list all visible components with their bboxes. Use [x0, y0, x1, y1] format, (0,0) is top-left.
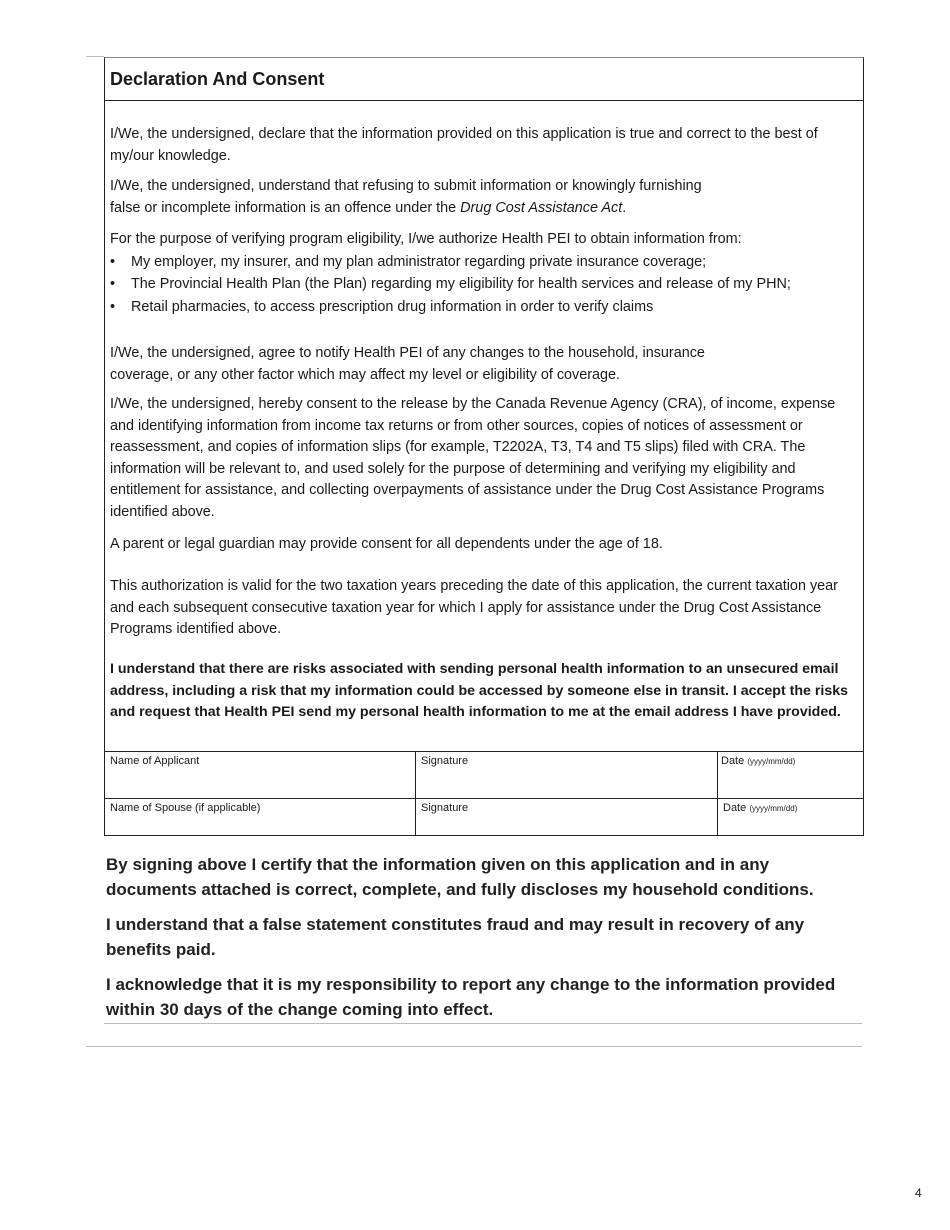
footer-rule	[86, 1046, 862, 1047]
applicant-name-label: Name of Applicant	[110, 755, 200, 767]
offence-end: .	[622, 199, 627, 216]
applicant-name-field[interactable]	[105, 752, 416, 798]
offence-text: I/We, the undersigned, understand that refusing to submit information or knowingly furnishing false or incomplete information is an offence under the	[110, 178, 702, 216]
page-number: 4	[915, 1186, 922, 1200]
guardian-paragraph: A parent or legal guardian may provide consent for all dependents under the age of 18.	[110, 536, 663, 552]
declaration-paragraph: I/We, the undersigned, declare that the information provided on this application is true and correct to the best of my/our knowledge.	[110, 126, 818, 164]
notify-paragraph: I/We, the undersigned, agree to notify Health PEI of any changes to the household, insurance coverage, or any other factor which may affect my level or eligibility of coverage.	[110, 345, 705, 383]
cra-consent-paragraph: I/We, the undersigned, hereby consent to the release by the Canada Revenue Agency (CRA), of income, expense and identifying information from income tax returns or from other sources, copies of notices of assessment or reassessment, and copies of information slips (for example, T2202A, T3, T4 and T5 slips) filed with CRA. The information will be relevant to, and used solely for the purpose of determining and verifying my eligibility and entitlement for assistance, and collecting overpayments of assistance under the Drug Cost Assistance Programs identified above.	[110, 396, 836, 520]
applicant-date-field[interactable]	[718, 752, 863, 798]
spouse-name-label: Name of Spouse (if applicable)	[110, 802, 261, 814]
spouse-signature-label: Signature	[421, 802, 469, 814]
applicant-row	[105, 752, 863, 799]
validity-paragraph: This authorization is valid for the two taxation years preceding the date of this application, the current taxation year and each subsequent consecutive taxation year for which I apply for assistance under the Drug Cost Assistance Programs identified above.	[110, 578, 838, 637]
bullet-icon: •	[110, 276, 116, 292]
list-item-text: My employer, my insurer, and my plan administrator regarding private insurance coverage;	[131, 254, 707, 270]
fraud-statement: I understand that a false statement constitutes fraud and may result in recovery of any benefits paid.	[106, 915, 805, 959]
bullet-icon: •	[110, 299, 116, 315]
spouse-date-label: Date	[723, 802, 747, 814]
spouse-date-field[interactable]	[718, 799, 863, 835]
authorization-intro: For the purpose of verifying program eligibility, I/we authorize Health PEI to obtain information from:	[110, 231, 742, 247]
list-item-text: The Provincial Health Plan (the Plan) regarding my eligibility for health services and release of my PHN;	[131, 276, 791, 292]
responsibility-statement: I acknowledge that it is my responsibility to report any change to the information provided within 30 days of the change coming into effect.	[106, 975, 836, 1019]
declaration-box	[104, 57, 864, 836]
spouse-signature-field[interactable]	[416, 799, 718, 835]
certification-statement: By signing above I certify that the information given on this application and in any documents attached is correct, complete, and fully discloses my household conditions.	[106, 855, 814, 899]
top-rule	[86, 56, 104, 57]
act-name: Drug Cost Assistance Act	[460, 199, 623, 216]
spouse-name-field[interactable]	[105, 799, 416, 835]
offence-paragraph	[110, 176, 710, 219]
applicant-signature-label: Signature	[421, 755, 469, 767]
bullet-icon: •	[110, 254, 116, 270]
section-title: Declaration And Consent	[105, 58, 863, 101]
applicant-date-format: (yyyy/mm/dd)	[747, 757, 796, 766]
signature-table	[105, 751, 863, 835]
applicant-date-label: Date	[721, 755, 745, 767]
spouse-date-format: (yyyy/mm/dd)	[749, 804, 798, 813]
authorization-list	[110, 251, 855, 318]
bottom-rule	[104, 1023, 862, 1024]
list-item	[110, 273, 855, 295]
email-risk-paragraph: I understand that there are risks associated with sending personal health information to an unsecured email address, including a risk that my information could be accessed by someone else in transit. I accept the risks and request that Health PEI send my personal health information to me at the email address I have provided.	[110, 661, 848, 720]
applicant-signature-field[interactable]	[416, 752, 718, 798]
list-item	[110, 296, 855, 318]
list-item	[110, 251, 855, 273]
spouse-row	[105, 799, 863, 835]
list-item-text: Retail pharmacies, to access prescription drug information in order to verify claims	[131, 299, 654, 315]
